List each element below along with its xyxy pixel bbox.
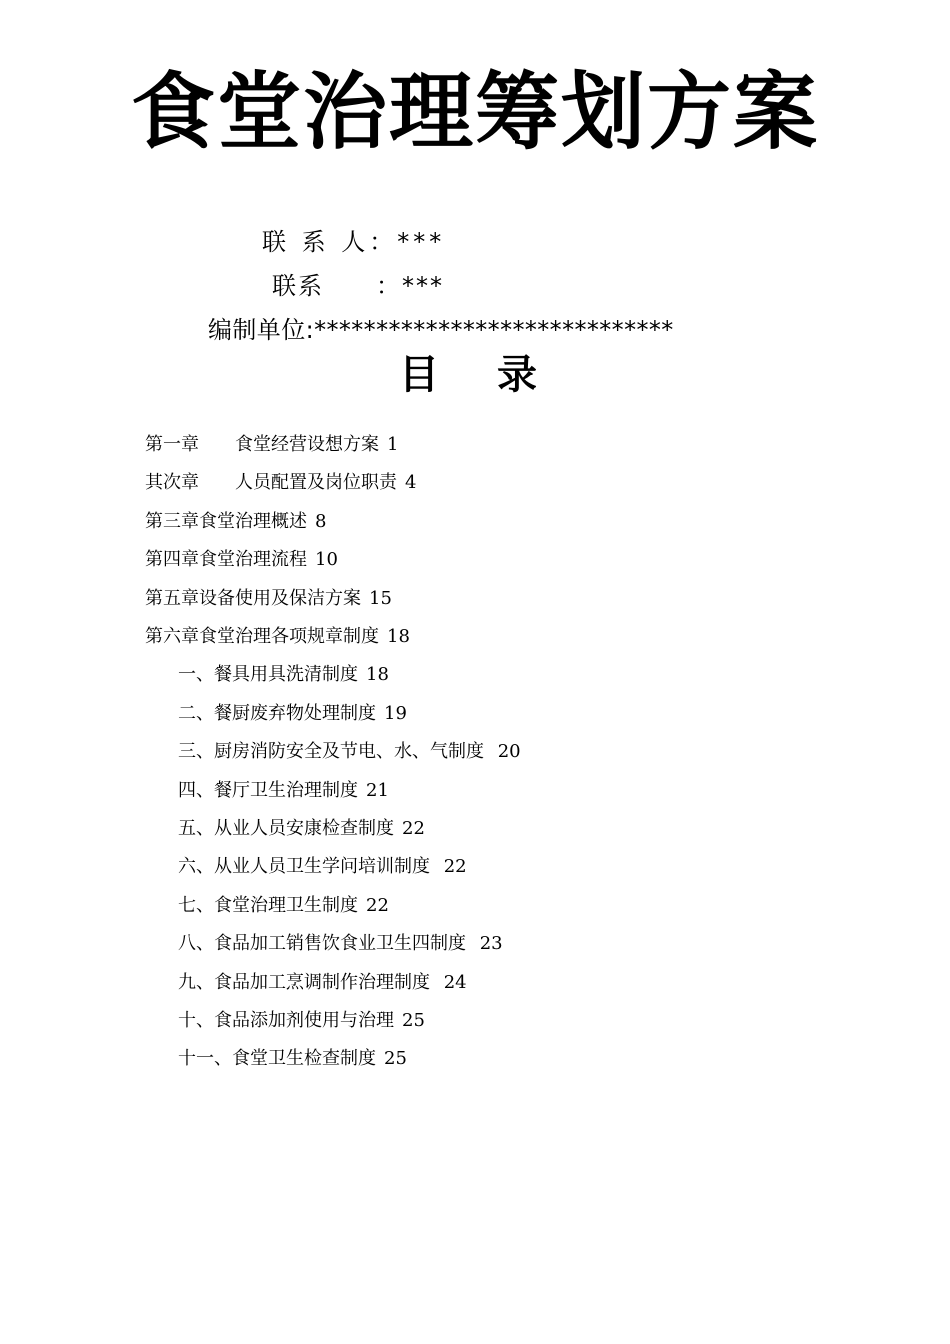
- toc-entry[interactable]: [178, 854, 467, 880]
- toc-entry-page-number: 22: [366, 894, 389, 916]
- toc-entry-title: 四、餐厅卫生治理制度: [178, 779, 358, 801]
- toc-entry-title: 五、从业人员安康检查制度: [178, 818, 394, 839]
- toc-entry[interactable]: [145, 432, 398, 458]
- toc-entry-page-number: 8: [315, 510, 327, 532]
- toc-entry[interactable]: [178, 893, 389, 919]
- toc-entry[interactable]: [178, 816, 425, 842]
- toc-entry-title: 九、食品加工烹调制作治理制度: [178, 971, 430, 993]
- toc-entry[interactable]: [145, 547, 338, 573]
- toc-entry[interactable]: [178, 701, 407, 727]
- toc-entry[interactable]: [178, 778, 389, 804]
- toc-entry-page-number: 22: [402, 818, 425, 839]
- toc-entry[interactable]: [178, 662, 389, 688]
- toc-entry[interactable]: [145, 509, 326, 535]
- toc-entry-page-number: 22: [438, 856, 467, 878]
- toc-entry[interactable]: [145, 624, 410, 650]
- toc-entry-title: 七、食堂治理卫生制度: [178, 894, 358, 916]
- toc-entry-title: 第五章设备使用及保洁方案: [145, 587, 361, 609]
- toc-entry-page-number: 18: [387, 626, 410, 647]
- toc-entry-title: 十一、食堂卫生检查制度: [178, 1048, 376, 1070]
- toc-entry-title: 第四章食堂治理流程: [145, 549, 307, 571]
- toc-entry-page-number: 24: [438, 971, 467, 993]
- toc-entry-page-number: 10: [315, 549, 338, 571]
- toc-entry[interactable]: [178, 1008, 425, 1034]
- toc-entry-title: 其次章 人员配置及岗位职责: [145, 472, 397, 494]
- toc-entry[interactable]: [145, 586, 392, 612]
- toc-entry-page-number: 1: [387, 434, 399, 455]
- toc-entry-page-number: 19: [384, 702, 407, 724]
- toc-entry[interactable]: [178, 931, 503, 957]
- toc-entry[interactable]: [178, 739, 521, 765]
- toc-entry-title: 八、食品加工销售饮食业卫生四制度: [178, 933, 466, 955]
- toc-entry[interactable]: [178, 1046, 407, 1072]
- toc-entry-page-number: 4: [405, 472, 417, 494]
- toc-entry-page-number: 18: [366, 664, 389, 686]
- toc-entry-title: 二、餐厨废弃物处理制度: [178, 702, 376, 724]
- toc-entry[interactable]: [145, 470, 416, 496]
- toc-entry-page-number: 21: [366, 779, 389, 801]
- document-title: 食堂治理筹划方案: [130, 63, 819, 161]
- contact-phone-line: 联系 ：***: [272, 272, 444, 300]
- toc-entry-page-number: 20: [492, 741, 521, 763]
- toc-entry[interactable]: [178, 970, 467, 996]
- toc-entry-page-number: 25: [384, 1048, 407, 1070]
- compiling-unit-line: 编制单位:*****************************: [208, 316, 674, 344]
- toc-entry-title: 十、食品添加剂使用与治理: [178, 1010, 394, 1031]
- toc-entry-title: 一、餐具用具洗清制度: [178, 664, 358, 686]
- toc-entry-title: 六、从业人员卫生学问培训制度: [178, 856, 430, 878]
- toc-entry-page-number: 23: [474, 933, 503, 955]
- toc-heading: 目 录: [399, 352, 559, 398]
- toc-entry-page-number: 15: [369, 587, 392, 609]
- toc-entry-title: 三、厨房消防安全及节电、水、气制度: [178, 741, 484, 763]
- toc-entry-title: 第六章食堂治理各项规章制度: [145, 626, 379, 647]
- toc-entry-page-number: 25: [402, 1010, 425, 1031]
- toc-entry-title: 第三章食堂治理概述: [145, 510, 307, 532]
- contact-person-line: 联 系 人：***: [262, 228, 446, 256]
- toc-entry-title: 第一章 食堂经营设想方案: [145, 434, 379, 455]
